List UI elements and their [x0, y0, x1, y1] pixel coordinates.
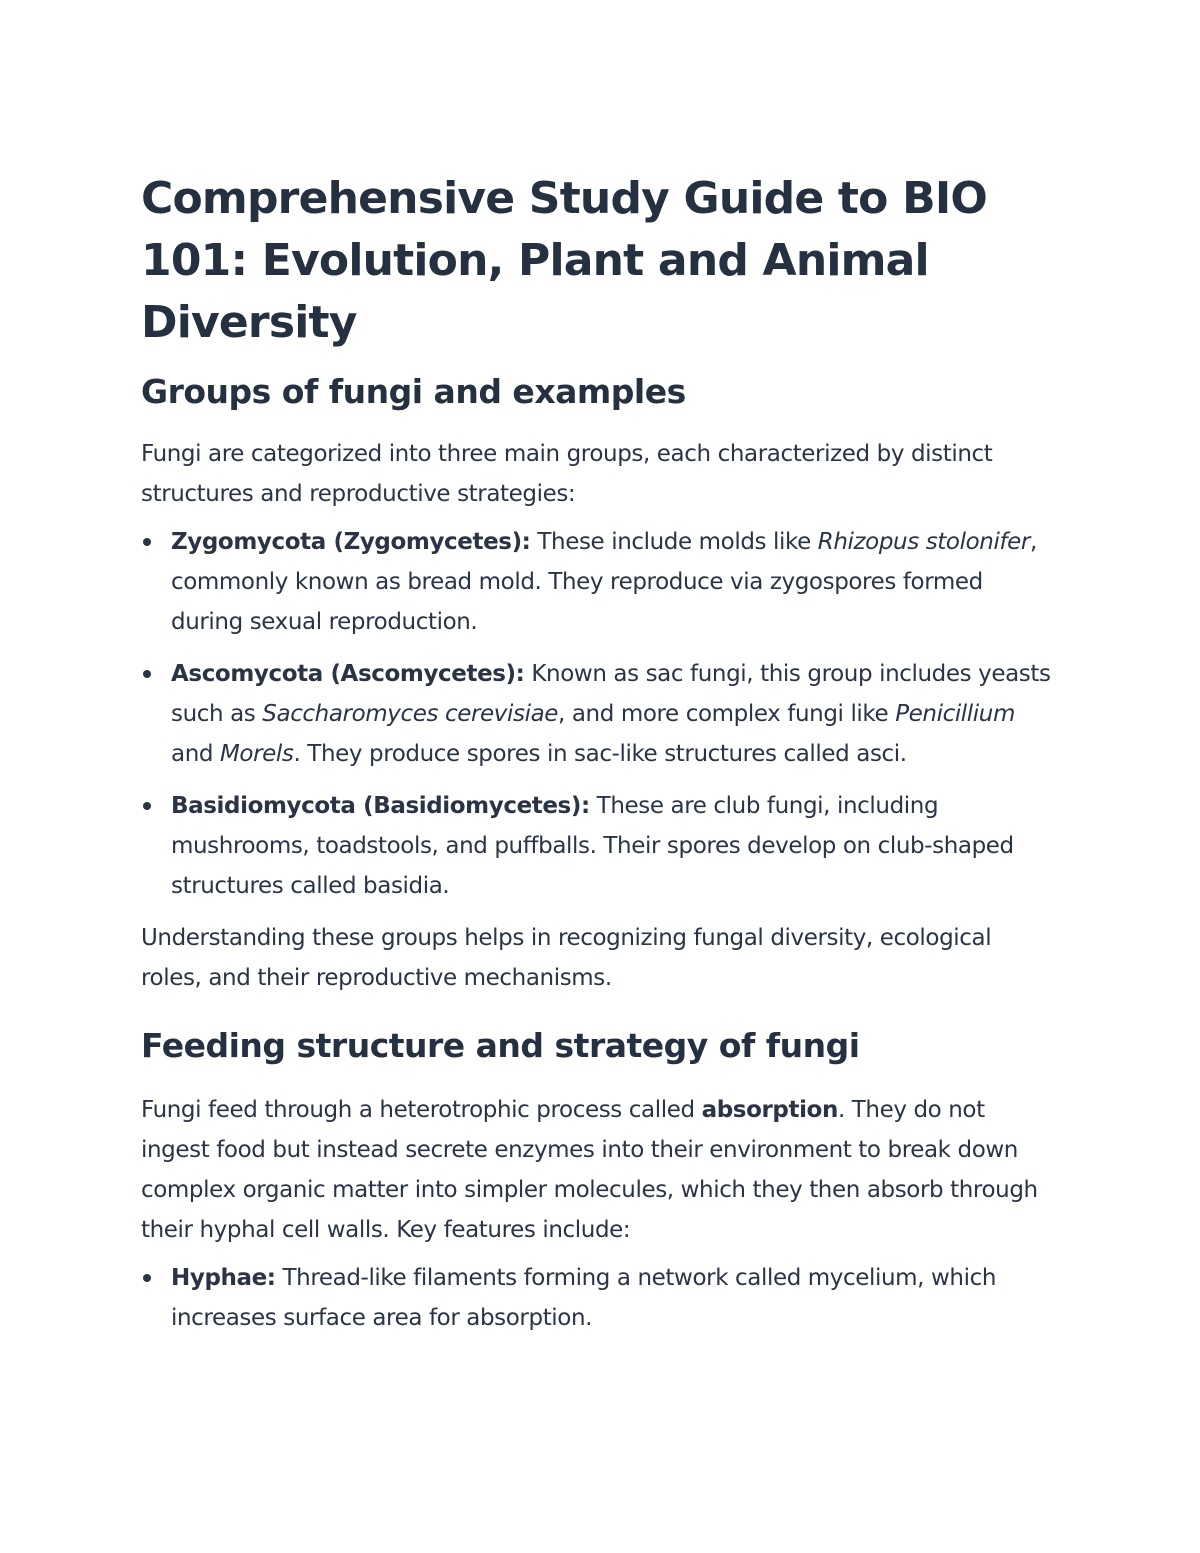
- list-item-text: , commonly known as bread mold. They reproduce via zygospores formed during sexual reproduction.: [171, 529, 1037, 635]
- bullet-icon: [143, 670, 151, 678]
- list-item-ascomycota: [141, 654, 1051, 774]
- list-item-hyphae: [141, 1258, 1051, 1338]
- term-ascomycota: Ascomycota (Ascomycetes):: [171, 661, 525, 687]
- section-intro-paragraph: Fungi are categorized into three main groups, each characterized by distinct structures and reproductive strategies:: [141, 441, 993, 507]
- list-item-text: Known as sac fungi, this group includes yeasts such as: [171, 661, 1051, 727]
- bullet-icon: [143, 538, 151, 546]
- feeding-paragraph: [141, 1090, 1051, 1250]
- bullet-icon: [143, 802, 151, 810]
- term-basidiomycota: Basidiomycota (Basidiomycetes):: [171, 793, 590, 819]
- section-outro-paragraph: Understanding these groups helps in recognizing fungal diversity, ecological roles, and their reproductive mechanisms.: [141, 925, 992, 991]
- document-title: Comprehensive Study Guide to BIO 101: Evolution, Plant and Animal Diversity: [141, 173, 988, 348]
- term-zygomycota: Zygomycota (Zygomycetes):: [171, 529, 531, 555]
- list-item-text: and: [171, 741, 220, 767]
- section-heading-fungi-groups: Groups of fungi and examples: [141, 372, 686, 411]
- document-page: [141, 168, 1051, 1350]
- feeding-features-list: [141, 1258, 1051, 1338]
- paragraph-text: Fungi feed through a heterotrophic process called: [141, 1097, 702, 1123]
- genus-name: Morels: [219, 741, 294, 767]
- term-absorption: absorption: [701, 1097, 838, 1123]
- list-item-text: These include molds like: [530, 529, 818, 555]
- term-hyphae: Hyphae:: [171, 1265, 276, 1291]
- species-name: Rhizopus stolonifer: [817, 529, 1030, 555]
- section-heading-feeding: Feeding structure and strategy of fungi: [141, 1026, 860, 1065]
- fungi-groups-list: [141, 522, 1051, 906]
- list-item-text: These are club fungi, including mushrooms, toadstools, and puffballs. Their spores develop on club-shaped structures called basidia.: [171, 793, 1014, 899]
- list-item-text: . They produce spores in sac-like structures called asci.: [293, 741, 907, 767]
- list-item-text: , and more complex fungi like: [558, 701, 896, 727]
- list-item-basidiomycota: [141, 786, 1051, 906]
- genus-name: Penicillium: [895, 701, 1015, 727]
- bullet-icon: [143, 1274, 151, 1282]
- list-item-text: Thread-like filaments forming a network called mycelium, which increases surface area for absorption.: [171, 1265, 997, 1331]
- list-item-zygomycota: [141, 522, 1051, 642]
- species-name: Saccharomyces cerevisiae: [262, 701, 559, 727]
- paragraph-text: . They do not ingest food but instead secrete enzymes into their environment to break down complex organic matter into simpler molecules, which they then absorb through their hyphal cell walls. Key features include:: [141, 1097, 1038, 1243]
